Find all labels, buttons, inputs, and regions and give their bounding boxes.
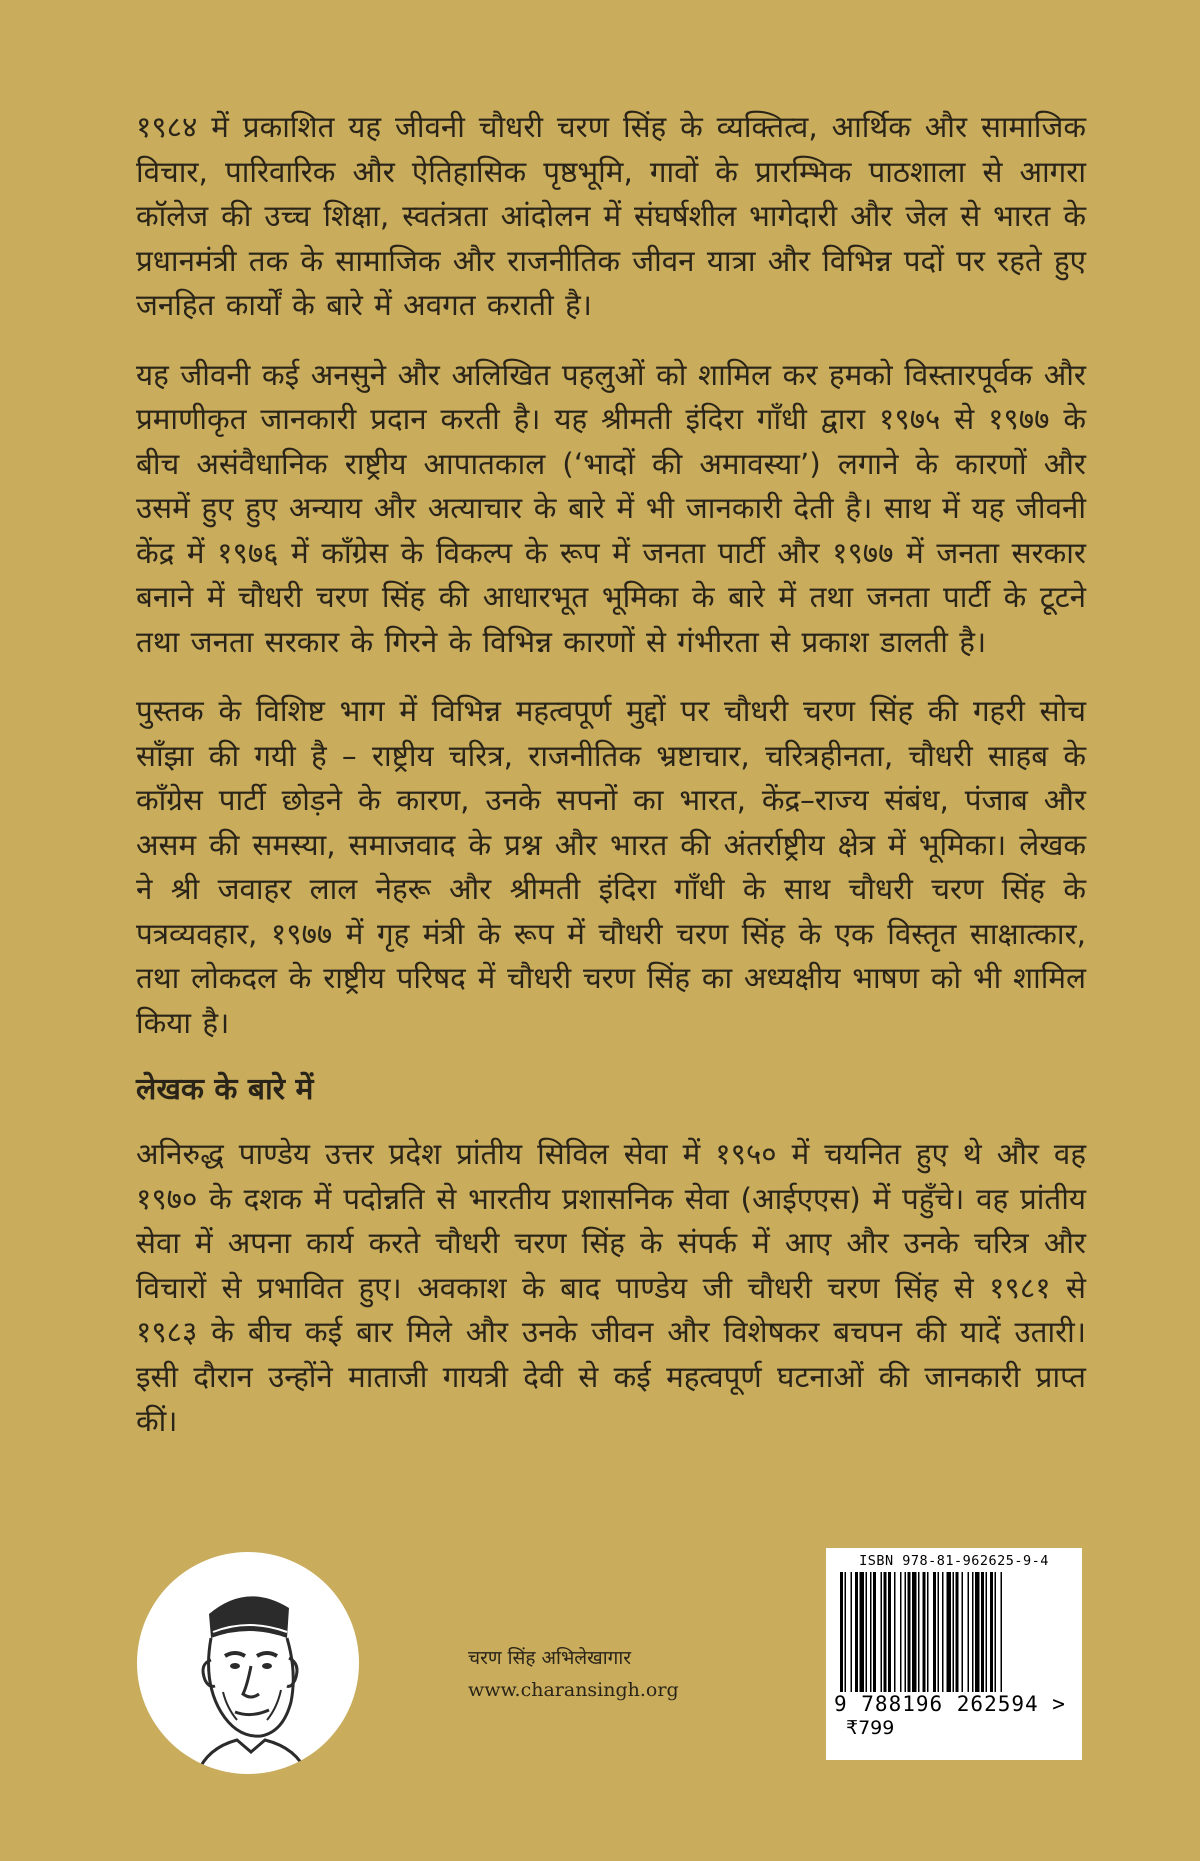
author-heading: लेखक के बारे में bbox=[136, 1072, 314, 1107]
publisher-website: www.charansingh.org bbox=[468, 1679, 679, 1701]
back-cover-text bbox=[136, 105, 1086, 1469]
author-paragraph: अनिरुद्ध पाण्डेय उत्तर प्रदेश प्रांतीय सिविल सेवा में १९५० में चयनित हुए थे और वह १९७० के दशक में पदोन्नति से भारतीय प्रशासनिक सेवा (आईएएस) में पहुँचे। वह प्रांतीय सेवा में अपना कार्य करते चौधरी चरण सिंह के संपर्क में आए और उनके चरित्र और विचारों से प्रभावित हुए। अवकाश के बाद पाण्डेय जी चौधरी चरण सिंह से १९८१ से १९८३ के बीच कई बार मिले और उनके जीवन और विशेषकर बचपन की यादें उतारी। इसी दौरान उन्होंने माताजी गायत्री देवी से कई महत्वपूर्ण घटनाओं की जानकारी प्राप्त कीं। bbox=[136, 1137, 1086, 1438]
publisher-name: चरण सिंह अभिलेखागार bbox=[468, 1647, 632, 1669]
barcode-icon bbox=[834, 1572, 1074, 1692]
summary-paragraph-1: १९८४ में प्रकाशित यह जीवनी चौधरी चरण सिंह के व्यक्तित्व, आर्थिक और सामाजिक विचार, पारिवारिक और ऐतिहासिक पृष्ठभूमि, गावों के प्रारम्भिक पाठशाला से आगरा कॉलेज की उच्च शिक्षा, स्वतंत्रता आंदोलन में संघर्षशील भागेदारी और जेल से भारत के प्रधानमंत्री तक के सामाजिक और राजनीतिक जीवन यात्रा और विभिन्न पदों पर रहते हुए जनहित कार्यों के बारे में अवगत कराती है। bbox=[136, 110, 1086, 322]
publisher-block bbox=[468, 1642, 728, 1706]
summary-paragraph-2: यह जीवनी कई अनसुने और अलिखित पहलुओं को शामिल कर हमको विस्तारपूर्वक और प्रमाणीकृत जानकारी प्रदान करती है। यह श्रीमती इंदिरा गाँधी द्वारा १९७५ से १९७७ के बीच असंवैधानिक राष्ट्रीय आपातकाल (‘भादों की अमावस्या’) लगाने के कारणों और उसमें हुए हुए अन्याय और अत्याचार के बारे में भी जानकारी देती है। साथ में यह जीवनी केंद्र में १९७६ में कॉंग्रेस के विकल्प के रूप में जनता पार्टी और १९७७ में जनता सरकार बनाने में चौधरी चरण सिंह की आधारभूत भूमिका के बारे में तथा जनता पार्टी के टूटने तथा जनता सरकार के गिरने के विभिन्न कारणों से गंभीरता से प्रकाश डालती है। bbox=[136, 357, 1086, 659]
isbn-barcode-box bbox=[826, 1548, 1082, 1760]
isbn-label: ISBN 978-81-962625-9-4 bbox=[859, 1553, 1049, 1569]
portrait-sketch-icon bbox=[137, 1552, 359, 1774]
price-label: ₹799 bbox=[846, 1717, 895, 1739]
isbn-digits: 9 788196 262594 > bbox=[834, 1692, 1066, 1716]
summary-paragraph-3: पुस्तक के विशिष्ट भाग में विभिन्न महत्वपूर्ण मुद्दों पर चौधरी चरण सिंह की गहरी सोच साँझा की गयी है – राष्ट्रीय चरित्र, राजनीतिक भ्रष्टाचार, चरित्रहीनता, चौधरी साहब के कॉंग्रेस पार्टी छोड़ने के कारण, उनके सपनों का भारत, केंद्र–राज्य संबंध, पंजाब और असम की समस्या, समाजवाद के प्रश्न और भारत की अंतर्राष्ट्रीय क्षेत्र में भूमिका। लेखक ने श्री जवाहर लाल नेहरू और श्रीमती इंदिरा गाँधी के साथ चौधरी चरण सिंह के पत्रव्यवहार, १९७७ में गृह मंत्री के रूप में चौधरी चरण सिंह के एक विस्तृत साक्षात्कार, तथा लोकदल के राष्ट्रीय परिषद में चौधरी चरण सिंह का अध्यक्षीय भाषण को भी शामिल किया है। bbox=[136, 694, 1086, 1040]
